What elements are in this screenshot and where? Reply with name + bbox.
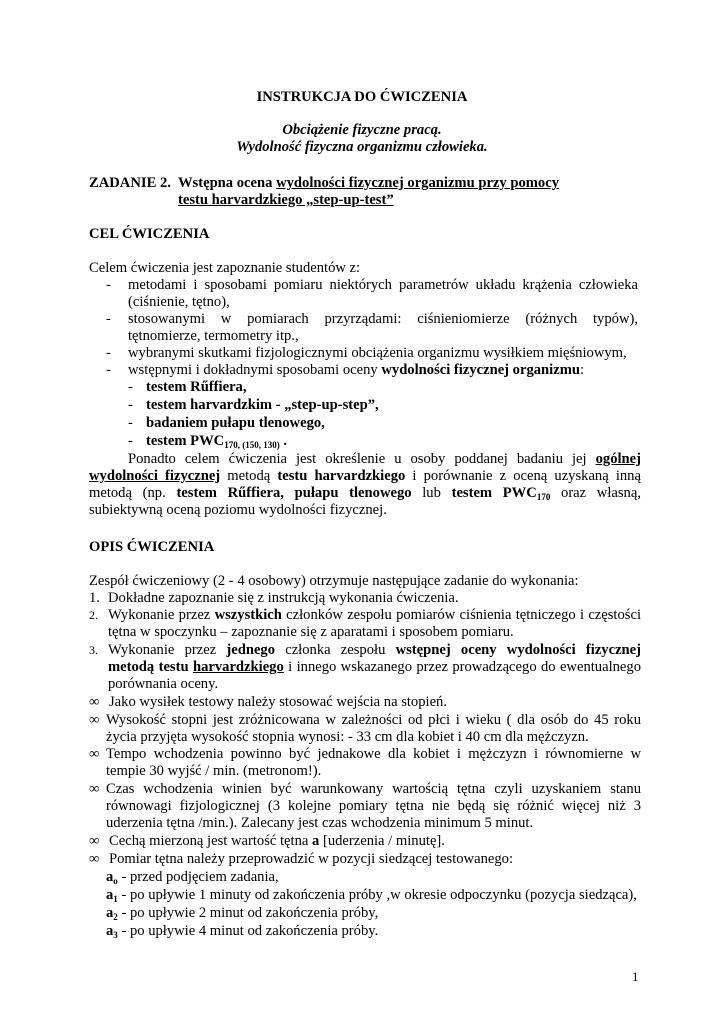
infinity-bullet-icon: ∞ <box>89 694 100 710</box>
dash: - <box>128 415 133 431</box>
goal-item-3: wybranymi skutkami fizjologicznymi obciążenia organizmu wysiłkiem mięśniowym, <box>128 345 627 361</box>
para-line-1: Ponadto celem ćwiczenia jest określenie u osoby poddanej badaniu jej ogólnej <box>128 451 641 467</box>
step-2-line-2: tętna w spoczynku – zapoznanie się z aparatami i sposobem pomiaru. <box>108 624 514 640</box>
para-line-4: subiektywną oceną poziomu wydolności fizycznej. <box>89 502 387 518</box>
desc-intro: Zespół ćwiczeniowy (2 - 4 osobowy) otrzymuje następujące zadanie do wykonania: <box>89 573 579 589</box>
dash: - <box>106 362 111 378</box>
bullet-5: ∞ Cechą mierzoną jest wartość tętna a [uderzenia / minutę]. <box>89 833 445 849</box>
infinity-bullet-icon: ∞ <box>89 746 100 762</box>
task-label: ZADANIE 2. <box>89 175 171 191</box>
step-2-line-1: Wykonanie przez wszystkich członków zespołu pomiarów ciśnienia tętniczego i częstości <box>108 607 641 623</box>
subtitle-line-1: Obciążenie fizyczne pracą. <box>282 122 442 138</box>
document-title: INSTRUKCJA DO ĆWICZENIA <box>256 89 468 105</box>
task-line-1 <box>89 175 559 192</box>
measurement-item: $a_2$ - po upływie 2 minut od zakończenia próby, <box>106 905 379 922</box>
dash: - <box>106 277 111 293</box>
subtitle-line-2: Wydolność fizyczna organizmu człowieka. <box>236 139 488 155</box>
dash: - <box>128 397 133 413</box>
measurement-item: $a_o$ - przed podjęciem zadania, <box>106 869 279 886</box>
test-item-3: badaniem pułapu tlenowego, <box>146 415 325 431</box>
step-1-number: 1. <box>89 590 100 606</box>
page-number: 1 <box>632 969 639 984</box>
measurement-item: $a_3$ - po upływie 4 minut od zakończenia próby. <box>106 923 379 940</box>
step-1: Dokładne zapoznanie się z instrukcją wykonania ćwiczenia. <box>108 590 459 606</box>
step-3-line-2: metodą testu harvardzkiego i innego wskazanego przez prowadzącego do ewentualnego <box>108 659 641 675</box>
test-item-1: testem Rűffiera, <box>146 379 247 395</box>
infinity-bullet-icon: ∞ <box>89 833 100 849</box>
infinity-bullet-icon: ∞ <box>89 712 100 728</box>
goal-item-2-line-2: tętnomierze, termometry itp., <box>128 328 299 344</box>
task-text-b: wydolności fizycznej organizmu przy pomocy <box>276 175 559 191</box>
para-line-3: metodą (np. testem Rűffiera, pułapu tlenowego lub testem $PWC_{170}$ oraz własną, <box>89 485 641 502</box>
infinity-bullet-icon: ∞ <box>89 851 100 867</box>
infinity-bullet-icon: ∞ <box>89 781 100 797</box>
bullet-2-line-1: Wysokość stopni jest zróżnicowana w zależności od płci i wieku ( dla osób do 45 roku <box>106 712 641 728</box>
test-item-4: testem $PWC_{170, (150, 130)}$ . <box>146 433 288 450</box>
step-3-number: 3. <box>89 643 98 657</box>
goal-item-4: wstępnymi i dokładnymi sposobami oceny wydolności fizycznej organizmu: <box>128 362 585 378</box>
bullet-2-line-2: życia przyjęta wysokość stopnia wynosi: - 33 cm dla kobiet i 40 cm dla mężczyzn. <box>106 729 589 745</box>
bullet-6: ∞ Pomiar tętna należy przeprowadzić w pozycji siedzącej testowanego: <box>89 851 513 867</box>
dash: - <box>106 311 111 327</box>
task-text-a: Wstępna ocena <box>177 175 273 191</box>
bullet-4-line-1: Czas wchodzenia winien być warunkowany wartością tętna czyli uzyskaniem stanu <box>106 781 641 797</box>
goal-intro: Celem ćwiczenia jest zapoznanie studentów z: <box>89 260 361 276</box>
step-3-line-3: porównania oceny. <box>108 676 219 692</box>
bullet-3-line-1: Tempo wchodzenia powinno być jednakowe dla kobiet i mężczyzn i równomierne w <box>106 746 641 762</box>
goal-item-1-line-1: metodami i sposobami pomiaru niektórych parametrów układu krążenia człowieka <box>128 277 638 293</box>
bullet-4-line-2: równowagi fizjologicznej (3 kolejne pomiary tętna nie będą się różnić więcej niż 3 <box>106 798 641 814</box>
measurement-item: $a_1$ - po upływie 1 minuty od zakończenia próby ,w okresie odpoczynku (pozycja siedząca), <box>106 887 637 904</box>
step-3-line-1: Wykonanie przez jednego członka zespołu wstępnej oceny wydolności fizycznej <box>108 642 642 658</box>
dash: - <box>106 345 111 361</box>
test-item-2: testem harvardzkim - „step-up-step”, <box>146 397 379 413</box>
dash: - <box>128 379 133 395</box>
goal-item-2-line-1: stosowanymi w pomiarach przyrządami: ciśnieniomierze (różnych typów), <box>128 311 638 327</box>
goal-heading: CEL ĆWICZENIA <box>89 226 210 242</box>
bullet-1: ∞ Jako wysiłek testowy należy stosować wejścia na stopień. <box>89 694 448 710</box>
task-line-2: testu harvardzkiego „step-up-test” <box>178 192 394 208</box>
dash: - <box>128 433 133 449</box>
goal-item-1-line-2: (ciśnienie, tętno), <box>128 294 230 310</box>
desc-heading: OPIS ĆWICZENIA <box>89 539 215 555</box>
para-line-2: wydolności fizycznej metodą testu harvardzkiego i porównanie z oceną uzyskaną inną <box>89 468 641 484</box>
bullet-4-line-3: uderzenia tętna /min.). Zalecany jest czas wchodzenia minimum 5 minut. <box>106 815 534 831</box>
step-2-number: 2. <box>89 608 98 622</box>
bullet-3-line-2: tempie 30 wyjść / min. (metronom!). <box>106 763 322 779</box>
